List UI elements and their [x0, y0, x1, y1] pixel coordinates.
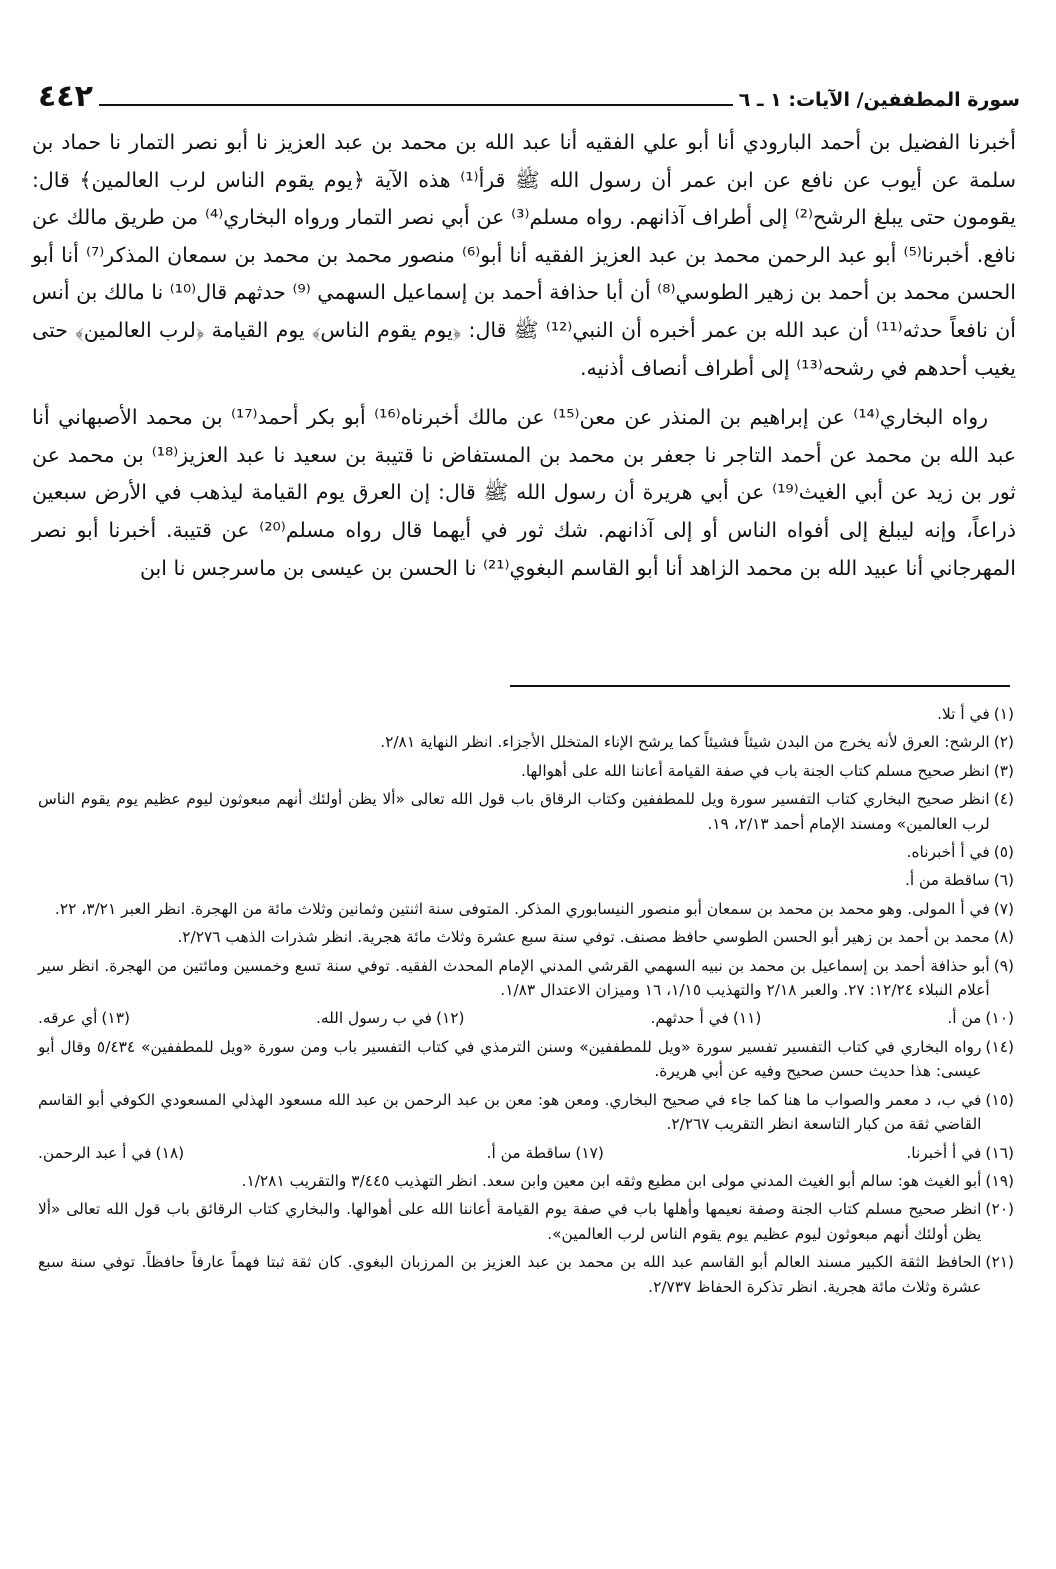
footnote-text: محمد بن أحمد بن زهير أبو الحسن الطوسي حافظ مصنف. توفي سنة سبع عشرة وثلاث مائة هجرية. انظر شذرات الذهب ٢/٢٧٦.	[177, 928, 990, 947]
footnote-number: (١٣)	[101, 1009, 130, 1028]
footnote-number: (١٨)	[155, 1143, 185, 1162]
footnote-text: من أ.	[947, 1009, 982, 1028]
footnote-text: أي عرقه.	[38, 1009, 98, 1028]
footnote	[38, 1250, 1014, 1299]
footnote	[487, 1141, 604, 1165]
footnote-text: ساقطة من أ.	[904, 871, 990, 890]
running-title: سورة المطففين/ الآيات: ١ ـ ٦	[738, 89, 1020, 111]
footnote-number: (١)	[993, 705, 1014, 723]
footnote	[38, 730, 1014, 754]
footnote	[38, 868, 1014, 892]
page-header	[28, 78, 1020, 112]
footnote	[38, 1035, 1014, 1084]
header-rule	[99, 104, 733, 106]
footnote	[651, 1006, 762, 1030]
footnote-text: في ب، د معمر والصواب ما هنا كما جاء في صحيح البخاري. ومعن هو: معن بن عبد الرحمن بن عبد الله مسعود الهذلي المسعودي الكوفي أبو القاسم القاضي ثقة من كبار التاسعة انظر التقريب ٢/٢٦٧.	[38, 1090, 982, 1134]
footnote-number: (١٢)	[435, 1009, 465, 1028]
footnote-text: انظر صحيح مسلم كتاب الجنة باب في صفة القيامة أعاننا الله على أهوالها.	[520, 761, 990, 780]
footnote-text: أبو الغيث هو: سالم أبو الغيث المدني مولى ابن مطيع وثقه ابن معين وابن سعد. انظر التهذيب ٣/٤٤٥ والتقريب ١/٢٨١.	[241, 1171, 982, 1190]
footnote-number: (٩)	[993, 956, 1014, 975]
footnote-text: انظر صحيح مسلم كتاب الجنة وصفة نعيمها وأهلها باب في صفة يوم القيامة أعاننا الله على أهوالها. والبخاري كتاب الرقائق باب قول الله تعالى «ألا يظن أولئك أنهم مبعوثون ليوم عظيم يوم يقوم الناس لرب العالمين».	[38, 1200, 982, 1243]
footnote	[38, 787, 1014, 836]
footnote-number: (٢)	[993, 733, 1014, 752]
paragraph: أخبرنا الفضيل بن أحمد البارودي أنا أبو علي الفقيه أنا عبد الله بن محمد بن عبد العزيز نا أبو نصر التمار نا حماد بن سلمة عن أيوب عن نافع عن ابن عمر أن رسول الله ﷺ قرأ⁽¹⁾ هذه الآية ﴿يوم يقوم الناس لرب العالمين﴾ قال: يقومون حتى يبلغ الرشح⁽²⁾ إلى أطراف آذانهم. رواه مسلم⁽³⁾ عن أبي نصر التمار ورواه البخاري⁽⁴⁾ من طريق مالك عن نافع. أخبرنا⁽⁵⁾ أبو عبد الرحمن محمد بن عبد العزيز الفقيه أنا أبو⁽⁶⁾ منصور محمد بن محمد بن سمعان المذكر⁽⁷⁾ أنا أبو الحسن محمد بن أحمد بن زهير الطوسي⁽⁸⁾ أن أبا حذافة أحمد بن إسماعيل السهمي ⁽⁹⁾ حدثهم قال⁽¹⁰⁾ نا مالك بن أنس أن نافعاً حدثه⁽¹¹⁾ أن عبد الله بن عمر أخبره أن النبي⁽¹²⁾ ﷺ قال: ﴿يوم يقوم الناس﴾ يوم القيامة ﴿لرب العالمين﴾ حتى يغيب أحدهم في رشحه⁽¹³⁾ إلى أطراف أنصاف أذنيه.	[32, 130, 1017, 380]
footnote	[38, 1088, 1014, 1137]
footnote-text: ساقطة من أ.	[486, 1143, 572, 1162]
footnote-number: (١١)	[732, 1009, 762, 1028]
footnote	[38, 1141, 184, 1165]
footnote-text: في أ حدثهم.	[650, 1009, 729, 1028]
footnote-text: في أ أخبرنا.	[906, 1143, 982, 1162]
page-number: ٤٤٢	[38, 79, 93, 114]
footnote-text: الحافظ الثقة الكبير مسند العالم أبو القاسم عبد الله بن محمد بن عبد العزيز بن المرزبان البغوي. كان ثقة ثبتا فهماً عارفاً حافظاً. توفي سنة سبع عشرة وثلاث مائة هجرية. انظر تذكرة الحفاظ ٢/٧٣٧.	[38, 1253, 982, 1296]
footnote-number: (١٥)	[985, 1090, 1014, 1109]
footnote-text: رواه البخاري في كتاب التفسير تفسير سورة «ويل للمطففين» وسنن الترمذي في كتاب التفسير باب ومن سورة «ويل للمطففين» ٥/٤٣٤ وقال أبو عيسى: هذا حديث حسن صحيح وفيه عن أبي هريرة.	[38, 1037, 982, 1081]
footnote	[38, 1197, 1014, 1246]
footnote-text: الرشح: العرق لأنه يخرج من البدن شيئاً فشيئاً كما يرشح الإناء المتخلل الأجزاء. انظر النهاية ٢/٨١.	[380, 733, 990, 752]
footnote-number: (٥)	[993, 843, 1014, 862]
footnote-number: (٢١)	[985, 1253, 1014, 1272]
footnote	[38, 897, 1014, 921]
footnote-number: (١٠)	[985, 1009, 1014, 1028]
footnote	[38, 1169, 1014, 1193]
footnote-text: في أ عبد الرحمن.	[38, 1143, 152, 1162]
footnote	[906, 1141, 1014, 1165]
footnote-divider	[510, 685, 1010, 687]
footnote-number: (١٦)	[985, 1143, 1014, 1162]
footnote-text: انظر صحيح البخاري كتاب التفسير سورة ويل للمطففين وكتاب الرقاق باب قول الله تعالى «ألا يظن أولئك أنهم مبعوثون ليوم عظيم يوم يقوم الناس لرب العالمين» ومسند الإمام أحمد ٢/١٣، ١٩.	[38, 790, 990, 833]
footnote-row	[38, 1006, 1014, 1030]
footnote	[38, 954, 1014, 1003]
footnote-number: (٧)	[993, 899, 1014, 918]
footnote-text: في أ أخبرناه.	[906, 843, 990, 862]
footnote-text: في أ المولى. وهو محمد بن محمد بن سمعان أبو منصور النيسابوري المذكر. المتوفى سنة اثنتين وثمانين وثلاث مائة من الهجرة. انظر العبر ٣/٢١، ٢٢.	[54, 899, 990, 918]
footnote	[316, 1006, 465, 1030]
footnote	[38, 925, 1014, 949]
footnote-text: أبو حذافة أحمد بن إسماعيل بن محمد بن نبيه السهمي القرشي المدني الإمام المحدث الفقيه. توفي سنة تسع وخمسين ومائتين من الهجرة. انظر سير أعلام النبلاء ١٢/٢٤: ٢٧. والعبر ٢/١٨ والتهذيب ١/١٥، ١٦ وميزان الاعتدال ١/٨٣.	[38, 956, 990, 1000]
footnote	[38, 1006, 130, 1030]
footnote-number: (١٤)	[985, 1037, 1014, 1056]
footnote	[947, 1006, 1014, 1030]
footnote	[38, 702, 1014, 726]
footnotes	[38, 702, 1014, 1303]
main-text	[32, 124, 1016, 587]
footnote-row	[38, 1141, 1014, 1165]
footnote-number: (١٧)	[575, 1143, 604, 1162]
footnote-number: (١٩)	[985, 1171, 1014, 1190]
footnote-number: (٣)	[993, 761, 1014, 780]
footnote-number: (٤)	[993, 790, 1014, 809]
footnote	[38, 759, 1014, 783]
footnote-number: (٢٠)	[985, 1200, 1014, 1219]
paragraph: رواه البخاري⁽¹⁴⁾ عن إبراهيم بن المنذر عن معن⁽¹⁵⁾ عن مالك أخبرناه⁽¹⁶⁾ أبو بكر أحمد⁽¹⁷⁾ بن محمد الأصبهاني أنا عبد الله بن محمد عن أحمد التاجر نا جعفر بن محمد بن المستفاض نا قتيبة بن سعيد نا عبد العزيز⁽¹⁸⁾ بن محمد عن ثور بن زيد عن أبي الغيث⁽¹⁹⁾ عن أبي هريرة أن رسول الله ﷺ قال: إن العرق يوم القيامة ليذهب في الأرض سبعين ذراعاً، وإنه ليبلغ إلى أفواه الناس أو إلى آذانهم. شك ثور في أيهما قال رواه مسلم⁽²⁰⁾ عن قتيبة. أخبرنا أبو نصر المهرجاني أنا عبيد الله بن محمد الزاهد أنا أبو القاسم البغوي⁽²¹⁾ نا الحسن بن عيسى بن ماسرجس نا ابن	[32, 405, 1017, 580]
footnote	[38, 840, 1014, 864]
footnote-number: (٦)	[993, 871, 1014, 890]
footnote-text: في أ تلا.	[937, 705, 990, 723]
footnote-number: (٨)	[993, 928, 1014, 947]
footnote-text: في ب رسول الله.	[315, 1009, 432, 1028]
